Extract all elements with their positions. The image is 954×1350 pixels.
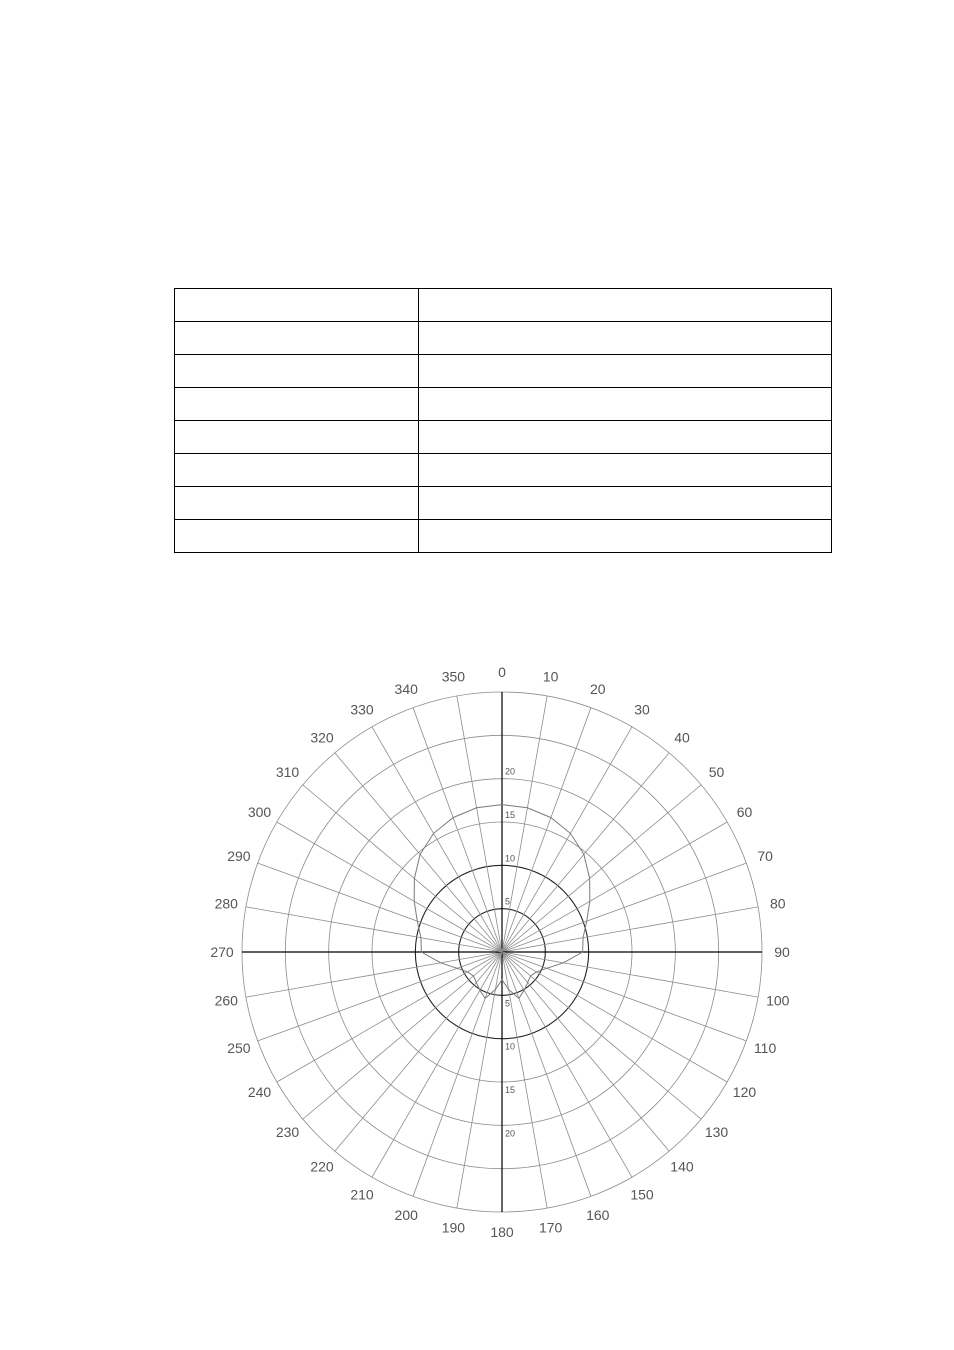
- angle-tick-label: 100: [766, 992, 790, 1009]
- table-cell: [419, 421, 832, 454]
- grid-spoke: [413, 952, 502, 1196]
- radial-tick-label: 15: [505, 1085, 516, 1095]
- table-row: [175, 487, 832, 520]
- grid-spoke: [502, 952, 591, 1196]
- table-row: [175, 388, 832, 421]
- angle-tick-label: 320: [310, 729, 334, 746]
- table-cell: [419, 322, 832, 355]
- table-row: [175, 520, 832, 553]
- angle-tick-label: 270: [210, 944, 234, 960]
- angle-tick-label: 150: [630, 1186, 654, 1203]
- angle-tick-label: 260: [214, 992, 238, 1009]
- table-cell: [419, 388, 832, 421]
- angle-tick-label: 230: [275, 1123, 300, 1140]
- grid-spoke: [502, 952, 746, 1041]
- table-cell: [175, 421, 419, 454]
- angle-tick-label: 110: [753, 1039, 777, 1056]
- angle-tick-label: 330: [350, 701, 374, 718]
- angle-tick-label: 170: [538, 1219, 563, 1236]
- radial-tick-label: 20: [505, 1128, 516, 1139]
- angle-tick-label: 190: [441, 1219, 466, 1236]
- table-row: [175, 421, 832, 454]
- radial-tick-label: 10: [505, 1041, 516, 1052]
- angle-tick-label: 10: [542, 668, 559, 685]
- angle-tick-label: 30: [634, 701, 650, 718]
- table-cell: [175, 520, 419, 553]
- grid-spoke: [258, 952, 502, 1041]
- table-cell: [175, 487, 419, 520]
- table-cell: [419, 289, 832, 322]
- angle-tick-label: 210: [350, 1186, 374, 1203]
- grid-spoke: [502, 863, 746, 952]
- polar-chart-svg: [190, 660, 810, 1240]
- radial-tick-label: 10: [505, 853, 516, 864]
- angle-tick-label: 60: [736, 804, 753, 820]
- angle-tick-label: 120: [732, 1084, 757, 1100]
- angle-tick-label: 50: [708, 764, 725, 781]
- radial-tick-label: 15: [505, 810, 516, 820]
- table-cell: [175, 355, 419, 388]
- angle-tick-label: 310: [275, 764, 300, 781]
- table-cell: [419, 487, 832, 520]
- angle-tick-label: 80: [769, 895, 786, 912]
- angle-tick-label: 130: [704, 1123, 729, 1140]
- table-row: [175, 454, 832, 487]
- grid-spoke: [413, 708, 502, 952]
- radial-tick-label: 20: [505, 766, 516, 777]
- angle-tick-label: 70: [757, 848, 773, 865]
- angle-tick-label: 20: [589, 680, 606, 697]
- angle-tick-label: 340: [394, 680, 418, 697]
- spec-table-body: [175, 289, 832, 553]
- angle-tick-label: 290: [227, 848, 251, 865]
- table-row: [175, 289, 832, 322]
- grid-spoke: [502, 708, 591, 952]
- angle-tick-label: 350: [441, 668, 466, 685]
- angle-tick-label: 90: [774, 944, 790, 960]
- angle-tick-label: 280: [214, 895, 238, 912]
- table-row: [175, 355, 832, 388]
- radial-tick-label: 5: [505, 896, 511, 907]
- angle-tick-label: 140: [670, 1158, 694, 1175]
- angle-tick-label: 160: [586, 1207, 610, 1224]
- angle-tick-label: 40: [674, 729, 690, 746]
- angle-tick-label: 240: [247, 1084, 272, 1100]
- grid-spoke: [258, 863, 502, 952]
- radial-tick-label: 5: [505, 998, 511, 1009]
- table-cell: [419, 454, 832, 487]
- angle-tick-label: 0: [498, 664, 506, 680]
- angle-tick-label: 300: [247, 804, 272, 820]
- table-cell: [419, 355, 832, 388]
- spec-table: [174, 288, 832, 553]
- angle-tick-label: 180: [490, 1224, 514, 1240]
- polar-chart: [190, 660, 810, 1240]
- table-cell: [175, 322, 419, 355]
- table-row: [175, 322, 832, 355]
- angle-tick-label: 250: [227, 1039, 251, 1056]
- angle-tick-label: 200: [394, 1207, 418, 1224]
- angle-tick-label: 220: [310, 1158, 334, 1175]
- table-cell: [175, 454, 419, 487]
- table-cell: [175, 289, 419, 322]
- table-cell: [419, 520, 832, 553]
- table-cell: [175, 388, 419, 421]
